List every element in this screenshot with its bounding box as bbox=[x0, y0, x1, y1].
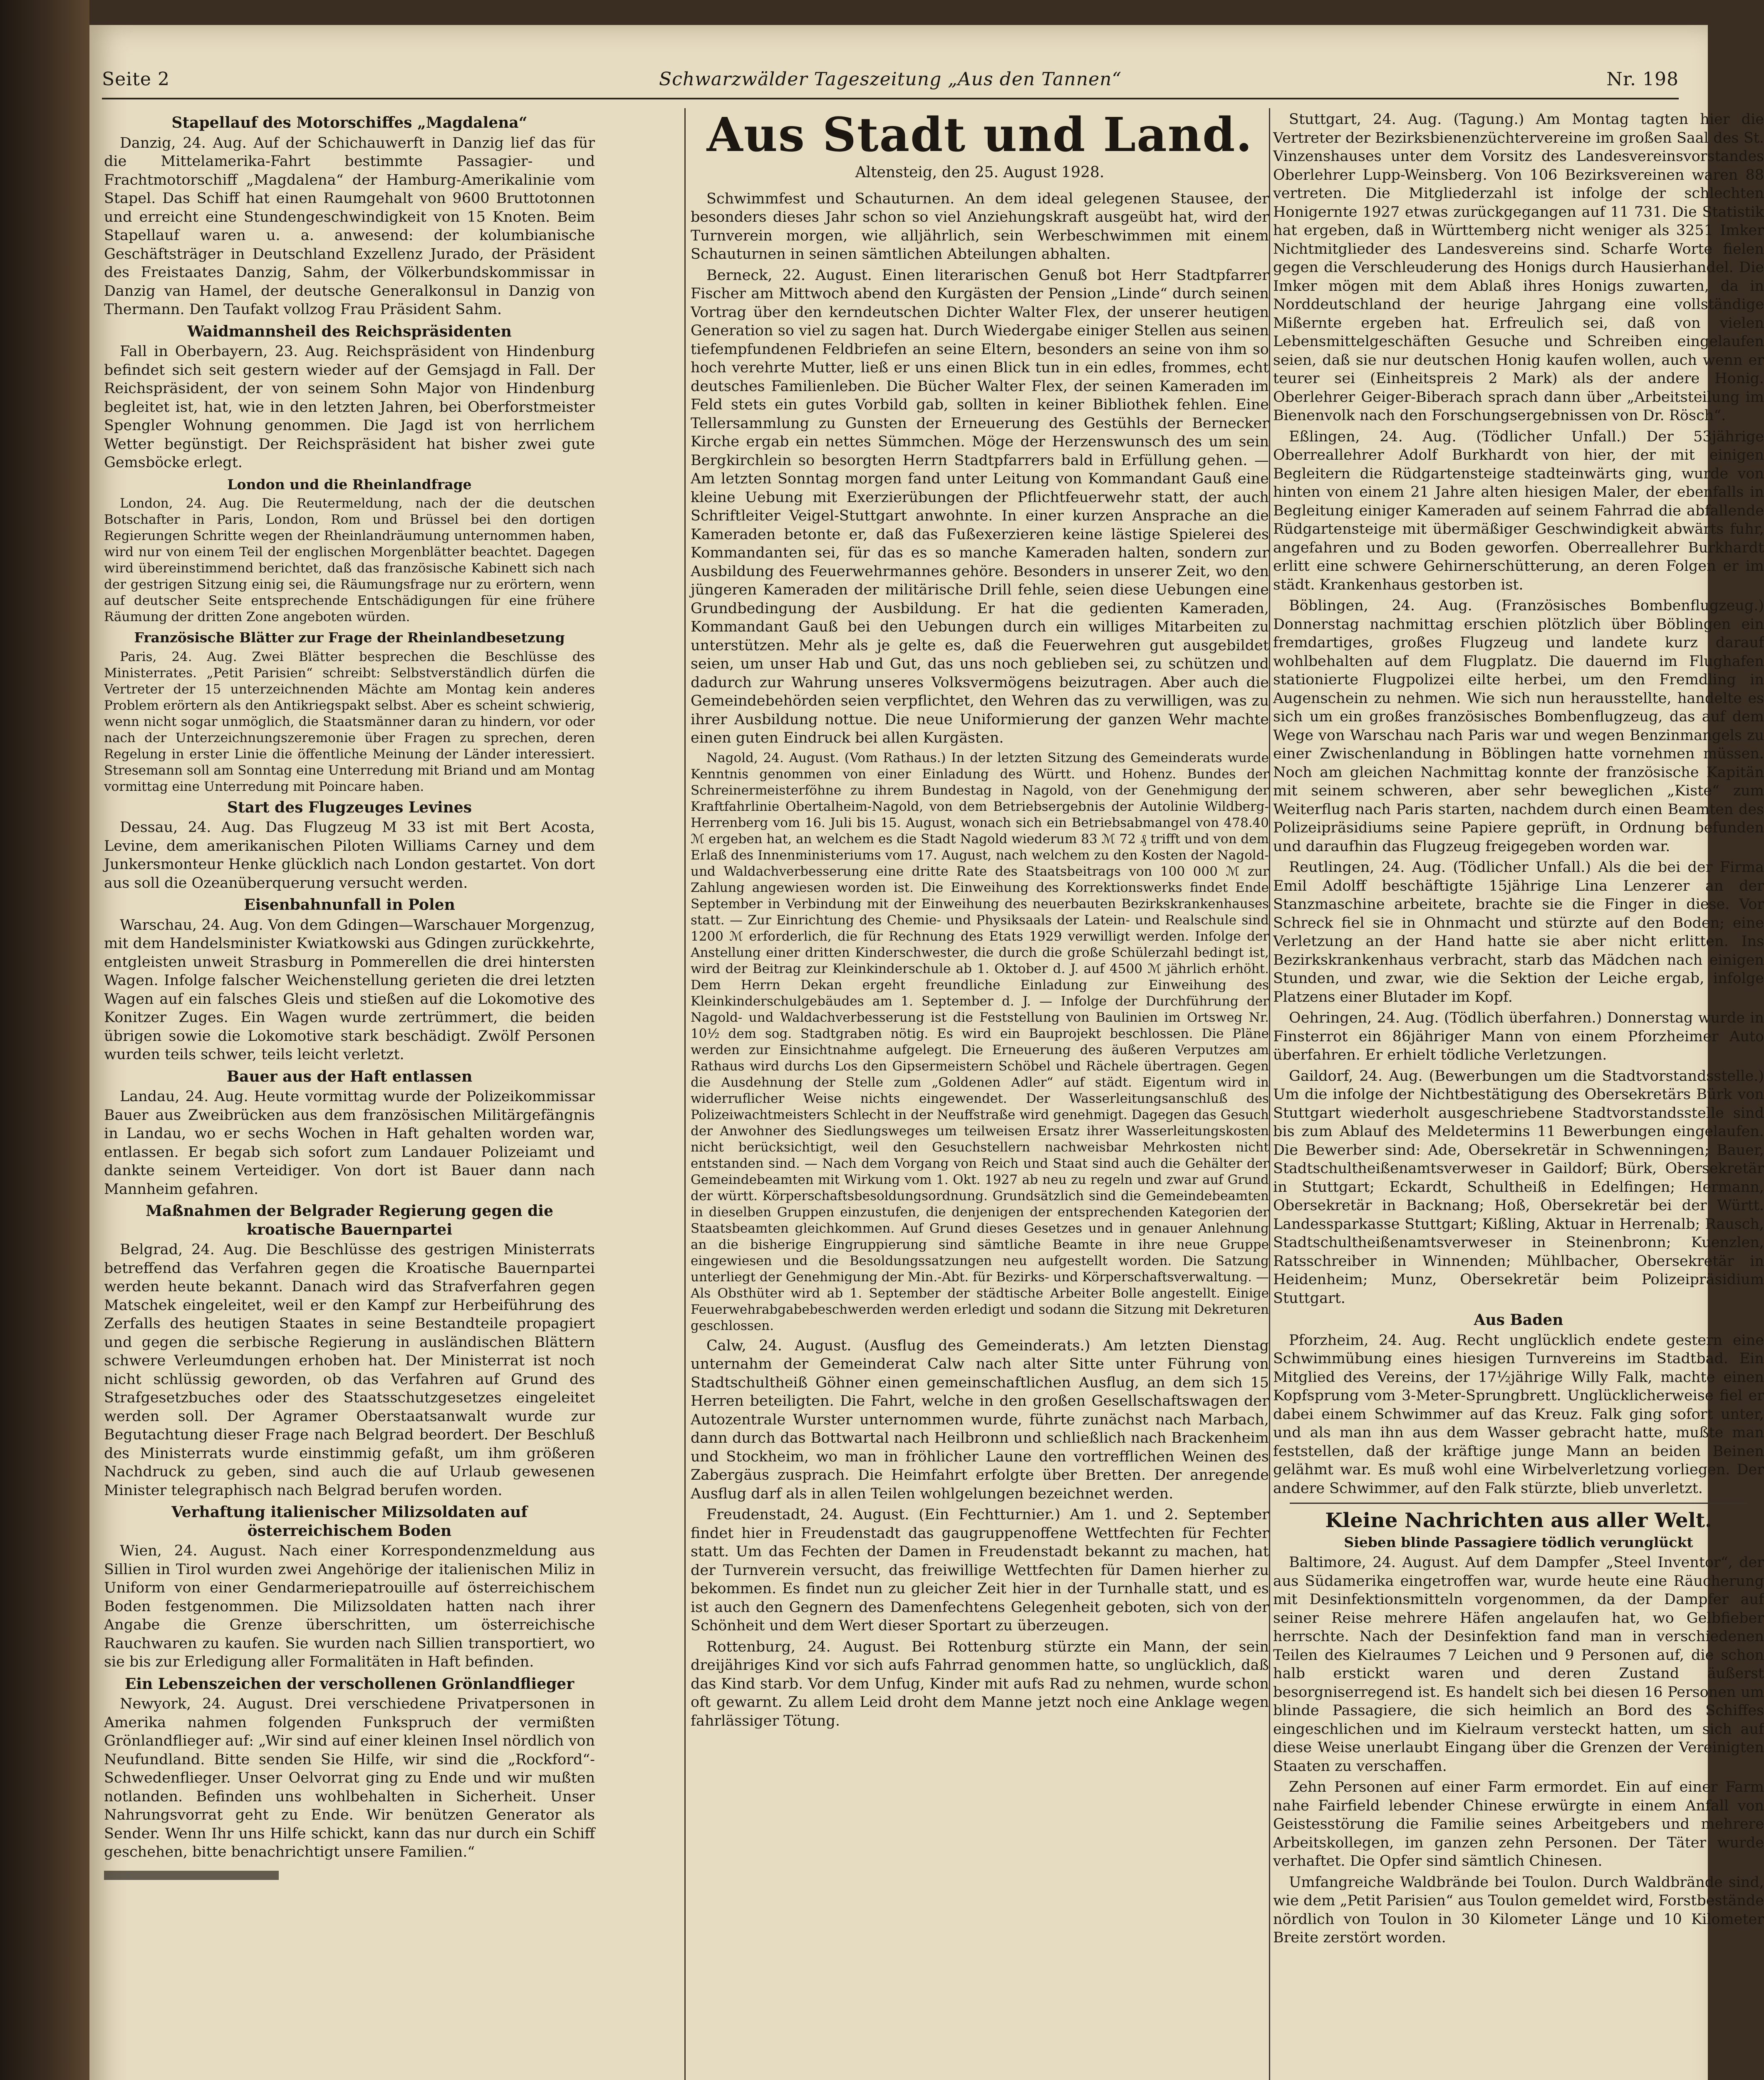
section-title: Aus Stadt und Land. bbox=[706, 108, 1253, 162]
column-middle bbox=[691, 110, 1269, 2080]
page-number: Seite 2 bbox=[102, 69, 170, 90]
article-heading: Maßnahmen der Belgrader Regierung gegen die kroatische Bauernpartei bbox=[146, 1202, 553, 1238]
ink-smudge bbox=[104, 1871, 279, 1880]
article-body: Warschau, 24. Aug. Von dem Gdingen—Warschauer Morgenzug, mit dem Handelsminister Kwiatkowski aus Gdingen zurückkehrte, entgleisten unweit Strasburg in Pommerellen die drei hintersten Wagen. Infolge falscher Weichenstellung gerieten die drei letzten Wagen auf ein falsches Gleis und stießen auf die Lokomotive des Konitzer Zuges. Ein Wagen wurde zertrümmert, die beiden übrigen sowie die Lokomotive stark beschädigt. Zwölf Personen wurden teils schwer, teils leicht verletzt. bbox=[104, 916, 595, 1063]
article-body: London, 24. Aug. Die Reutermeldung, nach der die deutschen Botschafter in Paris, London, Rom und Brüssel bei den dortigen Regierungen Schritte wegen der Rheinlandräumung unternommen haben, wird nur von einem Teil der englischen Morgenblätter beachtet. Dagegen wird übereinstimmend berichtet, daß das französische Kabinett sich nach der gestrigen Sitzung einig sei, die Räumungsfrage nur zu erörtern, wenn auf deutscher Seite entsprechende Entschädigungen für eine frühere Räumung der dritten Zone angeboten würden. bbox=[104, 496, 595, 624]
article-heading: Verhaftung italienischer Milizsoldaten auf österreichischem Boden bbox=[171, 1503, 528, 1540]
newspaper-page bbox=[89, 25, 1764, 2080]
article-body: Oehringen, 24. Aug. (Tödlich überfahren.) Donnerstag wurde in Finsterrot ein 86jähriger Mann von einem Pforzheimer Auto überfahren. Er erhielt tödliche Verletzungen. bbox=[1273, 1010, 1764, 1063]
page-header bbox=[102, 69, 1679, 98]
article-body: Calw, 24. August. (Ausflug des Gemeinderats.) Am letzten Dienstag unternahm der Gemeinderat Calw nach alter Sitte unter Führung von Stadtschultheiß Göhner einen gemeinschaftlichen Ausflug, an dem sich 15 Herren beteiligten. Die Fahrt, welche in den großen Gesellschaftswagen der Autozentrale Wurster unternommen wurde, führte zunächst nach Marbach, dann durch das Bottwartal nach Heilbronn und schließlich nach Brackenheim und Stockheim, wo man in fröhlicher Laune den vortrefflichen Weinen des Zabergäus zusprach. Die Heimfahrt erfolgte über Bretten. Der anregende Ausflug darf als in allen Teilen wohlgelungen bezeichnet werden. bbox=[691, 1337, 1269, 1502]
article-body: Rottenburg, 24. August. Bei Rottenburg stürzte ein Mann, der sein dreijähriges Kind vor sich aufs Fahrrad genommen hatte, so unglücklich, daß das Kind starb. Vor dem Unfug, Kinder mit aufs Rad zu nehmen, wurde schon oft gewarnt. Zu allem Leid droht dem Manne jetzt noch eine Anklage wegen fahrlässiger Tötung. bbox=[691, 1638, 1269, 1729]
article-body: Belgrad, 24. Aug. Die Beschlüsse des gestrigen Ministerrats betreffend das Verfahren gegen die Kroatische Bauernpartei werden heute bekannt. Danach wird das Strafverfahren gegen Matschek eingeleitet, weil er den Kampf zur Herbeiführung des Zerfalls des heutigen Staates in seine Bestandteile propagiert und gegen die serbische Regierung in ausländischen Blättern schwere Verleumdungen erhoben hat. Der Ministerrat ist noch nicht schlüssig geworden, ob das Verfahren auf Grund des Strafgesetzbuches oder des Staatsschutzgesetzes eingeleitet werden soll. Der Agramer Oberstaatsanwalt wurde zur Begutachtung dieser Frage nach Belgrad beordert. Der Beschluß des Ministerrats wurde einstimmig gefaßt, um ihm größeren Nachdruck zu geben, sind auch die auf Urlaub gewesenen Minister telegraphisch nach Belgrad berufen worden. bbox=[104, 1241, 595, 1499]
dateline: Altensteig, den 25. August 1928. bbox=[855, 164, 1105, 181]
column-divider bbox=[1269, 108, 1270, 2080]
article-body: Zehn Personen auf einer Farm ermordet. Ein auf einer Farm nahe Fairfield lebender Chinese erwürgte in einem Anfall von Geistesstörung die Familie seines Arbeitgebers und mehrere Arbeitskollegen, im ganzen zehn Personen. Der Täter wurde verhaftet. Die Opfer sind sämtlich Chinesen. bbox=[1273, 1779, 1764, 1870]
article-body: Umfangreiche Waldbrände bei Toulon. Durch Waldbrände sind, wie dem „Petit Parisien“ aus Toulon gemeldet wird, Forstbestände nördlich von Toulon in 30 Kilometer Länge und 10 Kilometer Breite zerstört worden. bbox=[1273, 1874, 1764, 1946]
masthead: Schwarzwälder Tageszeitung „Aus den Tannen“ bbox=[659, 69, 1122, 90]
article-heading: Waidmannsheil des Reichspräsidenten bbox=[187, 322, 512, 340]
article-body: Reutlingen, 24. Aug. (Tödlicher Unfall.) Als die bei der Firma Emil Adolff beschäftigte 15jährige Lina Lenzerer an der Stanzmaschine arbeitete, brachte sie die Finger in diese. Vor Schreck fiel sie in Ohnmacht und stürzte auf den Boden; eine Verletzung an der Hand hatte sie aber nicht erlitten. Ins Bezirkskrankenhaus verbracht, starb das Mädchen nach einigen Stunden, und zwar, wie die Sektion der Leiche ergab, infolge Platzens einer Blutader im Kopf. bbox=[1273, 859, 1764, 1005]
article-heading: London und die Rheinlandfrage bbox=[227, 476, 472, 493]
article-body: Landau, 24. Aug. Heute vormittag wurde der Polizeikommissar Bauer aus Zweibrücken aus dem französischen Militärgefängnis in Landau, wo er sechs Wochen in Haft gehalten worden war, entlassen. Er begab sich sofort zum Landauer Polizeiamt und dankte seinem Verteidiger. Von dort ist Bauer dann nach Mannheim gefahren. bbox=[104, 1088, 595, 1198]
article-heading: Sieben blinde Passagiere tödlich verunglückt bbox=[1344, 1534, 1693, 1550]
header-rule bbox=[102, 98, 1679, 99]
article-body: Newyork, 24. August. Drei verschiedene Privatpersonen in Amerika nahmen folgenden Funkspruch der vermißten Grönlandflieger auf: „Wir sind auf einer kleinen Insel nördlich von Neufundland. Bitte senden Sie Hilfe, wir sind die „Rockford“-Schwedenflieger. Unser Oelvorrat ging zu Ende und wir mußten notlanden. Befinden uns wohlbehalten in Sicherheit. Unser Nahrungsvorrat geht zu Ende. Wir benützen Generator als Sender. Wenn Ihr uns Hilfe schickt, kann das nur durch ein Schiff geschehen, bitte benachrichtigt unsere Familien.“ bbox=[104, 1696, 595, 1860]
book-binding bbox=[0, 0, 89, 2080]
article-body: Nagold, 24. August. (Vom Rathaus.) In der letzten Sitzung des Gemeinderats wurde Kenntnis genommen von einer Einladung des Württ. und Hohenz. Bundes der Schreinermeisterföhne zu ihrem Bundestag in Nagold, von der Genehmigung der Kraftfahrlinie Obertalheim-Nagold, von dem Betriebsergebnis der Autolinie Wildberg-Herrenberg vom 16. Juli bis 15. August, wonach sich ein Betriebsabmangel von 478.40 ℳ ergeben hat, an welchem es die Stadt Nagold wiederum 83 ℳ 72 ₰ trifft und von dem Erlaß des Innenministeriums vom 17. August, nach welchem zu den Kosten der Nagold- und Waldachverbesserung eine dritte Rate des Staatsbeitrags von 100 000 ℳ zur Zahlung angewiesen worden ist. Die Einweihung des Korrektionswerks findet Ende September in Verbindung mit der Einweihung des neuerbauten Bezirkskrankenhauses statt. — Zur Einrichtung des Chemie- und Physiksaals der Latein- und Realschule sind 1200 ℳ erforderlich, die für Rechnung des Etats 1929 verwilligt werden. Infolge der Anstellung einer dritten Kinderschwester, die durch die große Schülerzahl bedingt ist, wird der Beitrag zur Kleinkinderschule ab 1. Oktober d. J. auf 4500 ℳ jährlich erhöht. Dem Herrn Dekan ergeht freundliche Einladung zur Einweihung des Kleinkinderschulgebäudes am 1. September d. J. — Infolge der Durchführung der Nagold- und Waldachverbesserung ist die Feststellung von Baulinien im Ortsweg Nr. 10½ dem sog. Stadtgraben nötig. Es wird ein Bauprojekt beschlossen. Die Pläne werden zur Einsichtnahme aufgelegt. Die Erneuerung des äußeren Verputzes am Rathaus wird durchs Los den Gipsermeistern Schöbel und Rächele übertragen. Gegen die Ausdehnung der Stelle zum „Goldenen Adler“ auf städt. Eigentum wird in widerruflicher Weise nichts eingewendet. Der Wasserleitungsanschluß des Polizeiwachtmeisters Schlecht in der Neuffstraße wird genehmigt. Dagegen das Gesuch der Anwohner des Siedlungsweges um teilweisen Ersatz ihrer Wasserleitungskosten nicht berücksichtigt, weil den Gesuchstellern nachweisbar Mehrkosten nicht entstanden sind. — Nach dem Vorgang von Reich und Staat sind auch die Gehälter der Gemeindebeamten mit Wirkung vom 1. Okt. 1927 ab neu zu regeln und zwar auf Grund der württ. Körperschaftsbesoldungsordnung. Grundsätzlich sind die Gemeindebeamten in dieselben Gruppen einzustufen, die denjenigen der entsprechenden Kategorien der Staatsbeamten gleichkommen. Auf Grund dieses Gesetzes und in genauer Anlehnung an die bisherige Eingruppierung sind sämtliche Beamte in ihre neue Gruppe eingewiesen und die Besoldungssatzungen neu aufgestellt worden. Die Satzung unterliegt der Genehmigung der Min.-Abt. für Bezirks- und Körperschaftsverwaltung. — Als Obsthüter wird ab 1. September der städtische Arbeiter Bolle angestellt. Einige Feuerwehrabgabebeschwerden werden erledigt und sodann die Sitzung mit Dekreturen geschlossen. bbox=[691, 750, 1269, 1333]
article-body: Eßlingen, 24. Aug. (Tödlicher Unfall.) Der 53jährige Oberreallehrer Adolf Burkhardt von hier, der mit einigen Begleitern die Rüdgartensteige stadteinwärts ging, wurde von hinten von einem 21 Jahre alten hiesigen Maler, der ebenfalls in Begleitung einiger Kameraden auf seinem Fahrrad die abfallende Rüdgartensteige mit übermäßiger Geschwindigkeit abwärts fuhr, angefahren und zu Boden geworfen. Oberreallehrer Burkhardt erlitt eine schwere Gehirnerschütterung, an deren Folgen er im städt. Krankenhaus gestorben ist. bbox=[1273, 428, 1764, 593]
section-subheading: Aus Baden bbox=[1474, 1311, 1563, 1329]
article-body: Böblingen, 24. Aug. (Französisches Bombenflugzeug.) Donnerstag nachmittag erschien plötzlich über Böblingen ein fremdartiges, großes Flugzeug und landete kurz darauf wohlbehalten auf dem Flugplatz. Die dauernd im Flughafen stationierte Flugpolizei eilte herbei, um den Fremdling in Augenschein zu nehmen. Wie sich nun herausstellte, handelte es sich um ein großes französisches Bombenflugzeug, das auf dem Wege von Warschau nach Paris war und wegen Benzinmangels zu einer Zwischenlandung in Böblingen hatte vornehmen müssen. Noch am gleichen Nachmittag konnte der französische Kapitän mit seinem schweren, aber sehr beweglichen „Kiste“ zum Weiterflug nach Paris starten, nachdem durch einen Beamten des Polizeipräsidiums seine Papiere geprüft, in Ordnung befunden und daraufhin das Flugzeug freigegeben worden war. bbox=[1273, 597, 1764, 855]
article-body: Danzig, 24. Aug. Auf der Schichauwerft in Danzig lief das für die Mittelamerika-Fahrt bestimmte Passagier- und Frachtmotorschiff „Magdalena“ der Hamburg-Amerikalinie vom Stapel. Das Schiff hat einen Raumgehalt von 9600 Bruttotonnen und erreicht eine Stundengeschwindigkeit von 15 Knoten. Beim Stapellauf waren u. a. anwesend: der kolumbianische Geschäftsträger in Deutschland Exzellenz Jurado, der Präsident des Freistaates Danzig, Sahm, der Völkerbundskommissar in Danzig van Hamel, der deutsche Generalkonsul in Danzig von Thermann. Den Taufakt vollzog Frau Präsident Sahm. bbox=[104, 134, 595, 318]
article-body: Gaildorf, 24. Aug. (Bewerbungen um die Stadtvorstandsstelle.) Um die infolge der Nichtbestätigung des Obersekretärs Bürk von Stuttgart wiederholt ausgeschriebene Stadtvorstandsstelle sind bis zum Ablauf des Meldetermins 11 Bewerbungen eingelaufen. Die Bewerber sind: Ade, Obersekretär in Schwenningen; Bauer, Stadtschultheißenamtsverweser in Gaildorf; Bürk, Obersekretär in Stuttgart; Eckardt, Schultheiß in Edelfingen; Hermann, Obersekretär in Backnang; Hoß, Obersekretär bei der Württ. Landessparkasse Stuttgart; Kißling, Aktuar in Herrenalb; Rausch, Stadtschultheißenamtsverweser in Steinenbronn; Kuenzlen, Ratsschreiber in Winnenden; Mühlbacher, Obersekretär in Heidenheim; Munz, Obersekretär beim Polizeipräsidium Stuttgart. bbox=[1273, 1067, 1764, 1307]
section-rule bbox=[1290, 1503, 1747, 1504]
article-heading: Start des Flugzeuges Levines bbox=[227, 798, 472, 816]
article-heading: Französische Blätter zur Frage der Rheinlandbesetzung bbox=[134, 629, 565, 646]
section-heading: Kleine Nachrichten aus aller Welt. bbox=[1325, 1509, 1712, 1532]
article-body: Paris, 24. Aug. Zwei Blätter besprechen die Beschlüsse des Ministerrates. „Petit Parisien“ schreibt: Selbstverständlich dürfen die Vertreter der 15 unterzeichnenden Mächte am Montag kein anderes Problem erörtern als den Antikriegspakt selbst. Aber es scheint schwierig, wenn nicht sogar unmöglich, die Staatsmänner daran zu hindern, vor oder nach der Unterzeichnungszeremonie über Fragen zu sprechen, deren Regelung in erster Linie die öffentliche Meinung der Länder interessiert. Stresemann soll am Sonntag eine Unterredung mit Briand und am Montag vormittag eine Unterredung mit Poincare haben. bbox=[104, 649, 595, 794]
article-body: Schwimmfest und Schauturnen. An dem ideal gelegenen Stausee, der besonders dieses Jahr schon so viel Anziehungskraft ausgeübt hat, wird der Turnverein morgen, wie alljährlich, sein Werbeschwimmen mit einem Schauturnen in seinen sämtlichen Abteilungen abhalten. bbox=[691, 190, 1269, 262]
article-body: Berneck, 22. August. Einen literarischen Genuß bot Herr Stadtpfarrer Fischer am Mittwoch abend den Kurgästen der Pension „Linde“ durch seinen Vortrag über den kerndeutschen Dichter Walter Flex, der unserer heutigen Generation so viel zu sagen hat. Durch Wiedergabe einiger Stellen aus seinen tiefempfundenen Feldbriefen an seine Eltern, besonders an seine von ihm so hoch verehrte Mutter, ließ er uns einen Blick tun in ein edles, frommes, echt deutsches Familienleben. Die Bücher Walter Flex, der seinen Kameraden im Feld stets ein gutes Vorbild gab, sollten in keiner Bibliothek fehlen. Eine Tellersammlung zu Gunsten der Erneuerung des Gestühls der Bernecker Kirche ergab ein nettes Sümmchen. Möge der Herzenswunsch des um sein Bergkirchlein so besorgten Herrn Stadtpfarrers bald in Erfüllung gehen. — Am letzten Sonntag morgen fand unter Leitung von Kommandant Gauß eine kleine Uebung mit Exerzierübungen der Pflichtfeuerwehr statt, der auch Schriftleiter Veigel-Stuttgart anwohnte. In einer kurzen Ansprache an die Kameraden betonte er, daß das Fußexerzieren keine lästige Spielerei des Kommandanten sei, für das es so manche Kameraden halten, sondern zur Ausbildung des Feuerwehrmannes gehöre. Besonders in unserer Zeit, wo den jüngeren Kameraden der militärische Drill fehle, seien diese Uebungen eine Grundbedingung der Ausbildung. Er hat die gedienten Kameraden, Kommandant Gauß bei den Uebungen durch ein williges Mitarbeiten zu unterstützen. Mehr als je gelte es, daß die Feuerwehren gut ausgebildet seien, um unser Hab und Gut, das uns noch geblieben sei, zu schützen und dadurch zur Wahrung unseres Volksvermögens beizutragen. Aber auch die Gemeindebehörden seien verpflichtet, den Wehren das zu verwilligen, was zu ihrer Ausbildung nottue. Die neue Uniformierung der ganzen Wehr machte einen guten Eindruck bei allen Kurgästen. bbox=[691, 267, 1269, 746]
article-body: Stuttgart, 24. Aug. (Tagung.) Am Montag tagten hier die Vertreter der Bezirksbienenzüchtervereine im großen Saal des St. Vinzenshauses unter dem Vorsitz des Landesvereinsvorstandes Oberlehrer Lupp-Weinsberg. Von 106 Bezirksvereinen waren 88 vertreten. Die Mitgliederzahl ist infolge der schlechten Honigernte 1927 etwas zurückgegangen auf 11 731. Die Statistik hat ergeben, daß in Württemberg nicht weniger als 3251 Imker Nichtmitglieder des Landesvereins sind. Scharfe Worte fielen gegen die Verschleuderung des Honigs durch Hausierhandel. Die Imker mögen mit dem Ablaß ihres Honigs zuwarten, da in Norddeutschland der heurige Jahrgang eine vollständige Mißernte ergeben hat. Erfreulich sei, daß von vielen Lebensmittelgeschäften Gesuche und Schreiben eingelaufen seien, daß sie nur deutschen Honig kaufen wollen, auch wenn er teurer sei (Einheitspreis 2 Mark) als der andere Honig. Oberlehrer Geiger-Biberach sprach dann über „Arbeitsteilung im Bienenvolk nach den Forschungsergebnissen von Dr. Rösch“. bbox=[1273, 111, 1764, 424]
article-heading: Eisenbahnunfall in Polen bbox=[244, 896, 455, 914]
issue-number: Nr. 198 bbox=[1606, 69, 1679, 90]
article-heading: Bauer aus der Haft entlassen bbox=[226, 1067, 473, 1085]
article-body: Wien, 24. August. Nach einer Korrespondenzmeldung aus Sillien in Tirol wurden zwei Angehörige der italienischen Miliz in Uniform von einer Gendarmeriepatrouille auf österreichischem Boden festgenommen. Die Milizsoldaten hatten nach ihrer Angabe die Grenze überschritten, um österreichische Rauchwaren zu kaufen. Sie wurden nach Sillien transportiert, wo sie bis zur Erledigung aller Formalitäten in Haft befinden. bbox=[104, 1543, 595, 1670]
article-heading: Stapellauf des Motorschiffes „Magdalena“ bbox=[171, 114, 528, 131]
article-body: Dessau, 24. Aug. Das Flugzeug M 33 ist mit Bert Acosta, Levine, dem amerikanischen Piloten Williams Carney und dem Junkersmonteur Henke glücklich nach London gestartet. Von dort aus soll die Ozeanüberquerung versucht werden. bbox=[104, 819, 595, 891]
article-heading: Ein Lebenszeichen der verschollenen Grönlandflieger bbox=[124, 1675, 575, 1693]
column-divider bbox=[684, 108, 686, 2080]
article-body: Baltimore, 24. August. Auf dem Dampfer „Steel Inventor“, der aus Südamerika eingetroffen war, wurde heute eine Räucherung mit Desinfektionsmitteln vorgenommen, da der Dampfer auf seiner Reise mehrere Häfen angelaufen hat, wo Gelbfieber herrschte. Nach der Desinfektion fand man in verschiedenen Teilen des Kielraumes 7 Leichen und 9 Personen auf, die schon halb erstickt waren und deren Zustand äußerst besorgniserregend ist. Es handelt sich bei diesen 16 Personen um blinde Passagiere, die sich heimlich an Bord des Schiffes eingeschlichen und im Kielraum versteckt hatten, um sich auf diese Weise unerlaubt Eingang über die Grenzen der Vereinigten Staaten zu verschaffen. bbox=[1273, 1554, 1764, 1775]
article-body: Freudenstadt, 24. August. (Ein Fechtturnier.) Am 1. und 2. September findet hier in Freudenstadt das gaugruppenoffene Wettfechten für Fechter statt. Um das Fechten der Damen in Freudenstadt bekannt zu machen, hat der Turnverein versucht, das freiwillige Wettfechten für Damen hierher zu bekommen. Es findet nun zu gleicher Zeit hier in der Turnhalle statt, und es ist auch den Gegnern des Damenfechtens Gelegenheit geboten, sich von der Schönheit und dem Wert dieser Sportart zu überzeugen. bbox=[691, 1506, 1269, 1634]
article-body: Pforzheim, 24. Aug. Recht unglücklich endete gestern eine Schwimmübung eines hiesigen Turnvereins im Stadtbad. Ein Mitglied des Vereins, der 17½jährige Willy Falk, machte einen Kopfsprung vom 3-Meter-Sprungbrett. Unglücklicherweise fiel er dabei einem Schwimmer auf das Kreuz. Falk ging sofort unter, und als man ihn aus dem Wasser gebracht hatte, mußte man feststellen, daß der kräftige junge Mann an beiden Beinen gelähmt war. Es muß wohl eine Wirbelverletzung vorliegen. Der andere Schwimmer, auf den Falk stürzte, blieb unverletzt. bbox=[1273, 1332, 1764, 1497]
column-left bbox=[104, 110, 595, 2080]
column-right bbox=[1273, 110, 1764, 2080]
article-body: Fall in Oberbayern, 23. Aug. Reichspräsident von Hindenburg befindet sich seit gestern wieder auf der Gemsjagd in Fall. Der Reichspräsident, der von seinem Sohn Major von Hindenburg begleitet ist, hat, wie in den letzten Jahren, bei Oberforstmeister Spengler Wohnung genommen. Die Jagd ist von herrlichem Wetter begünstigt. Der Reichspräsident hat bisher zwei gute Gemsböcke erlegt. bbox=[104, 343, 595, 471]
